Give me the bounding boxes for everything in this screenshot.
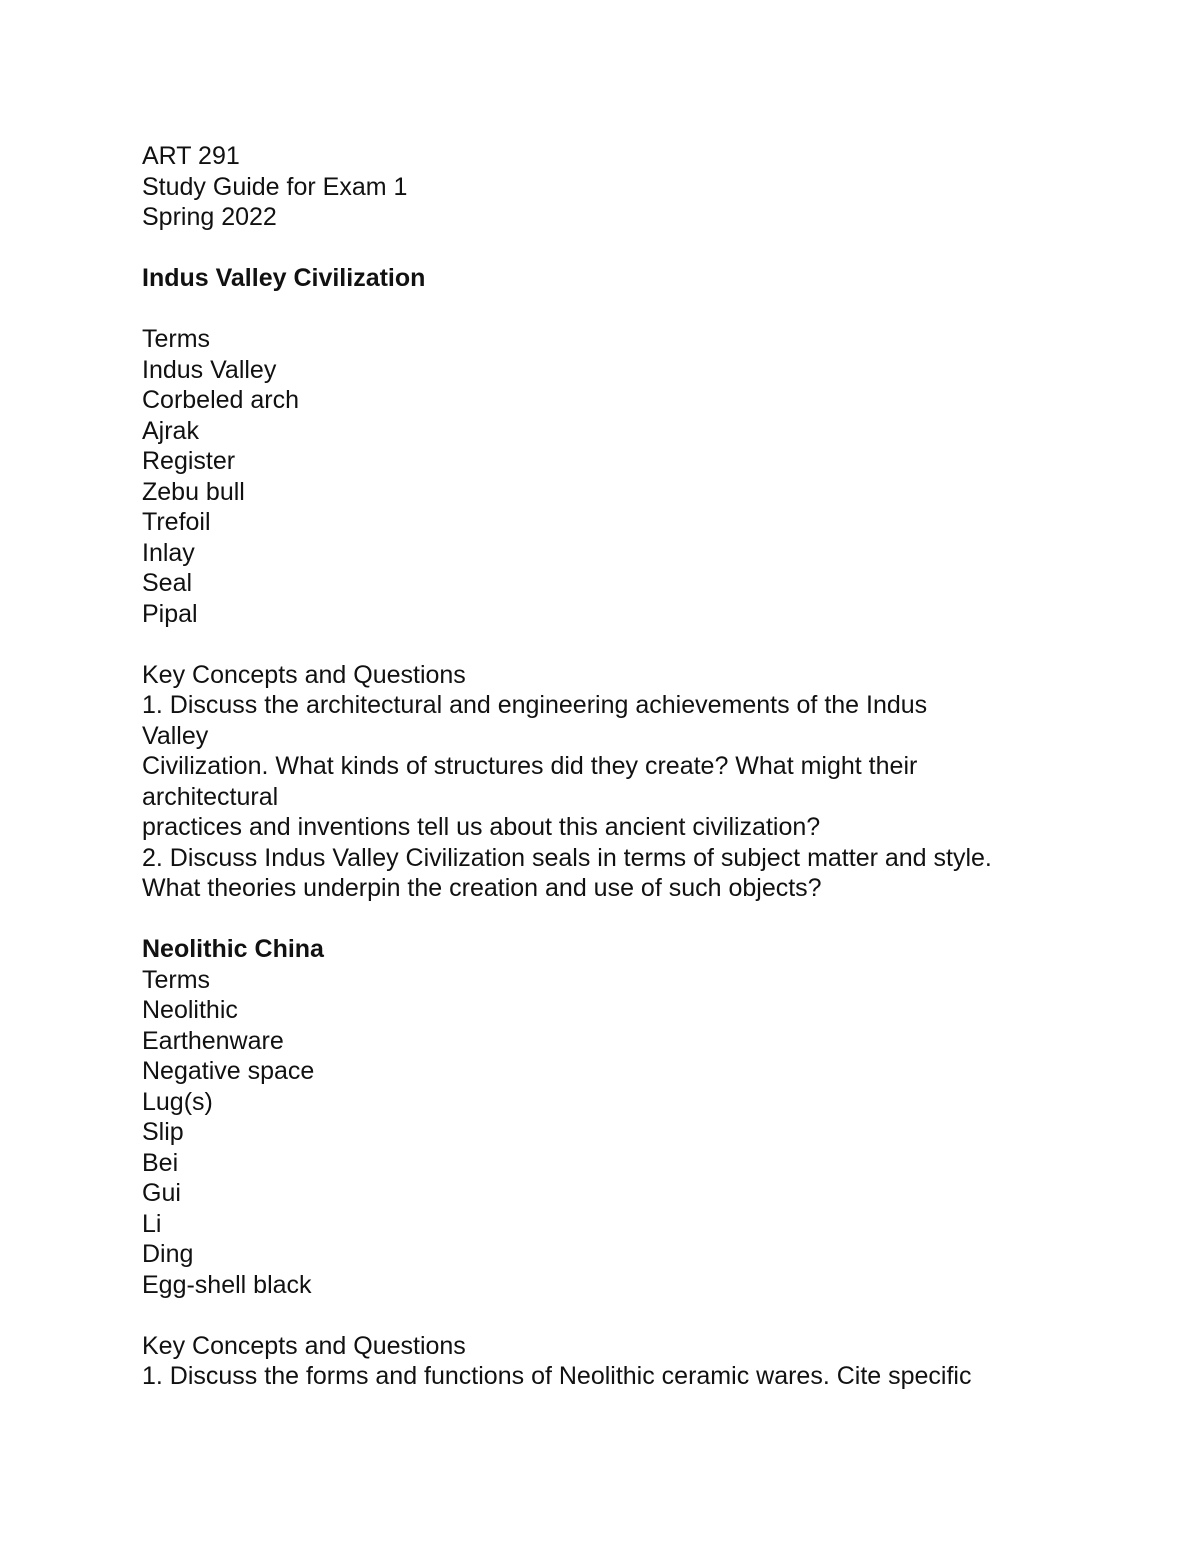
- spacer: [142, 233, 1082, 264]
- question-line: 1. Discuss the forms and functions of Neolithic ceramic wares. Cite specific: [142, 1362, 972, 1390]
- spacer: [142, 629, 1082, 660]
- term-item: Ajrak: [142, 416, 199, 445]
- term-item: Inlay: [142, 538, 195, 567]
- section-heading: Neolithic China: [142, 935, 324, 963]
- questions-block: [142, 690, 1082, 904]
- term-item: Li: [142, 1209, 162, 1238]
- term-item: Bei: [142, 1148, 179, 1177]
- term-item: Egg-shell black: [142, 1270, 312, 1299]
- section-indus-valley: [142, 263, 1082, 904]
- question-line: practices and inventions tell us about this ancient civilization?: [142, 813, 821, 841]
- term-item: Indus Valley: [142, 355, 277, 384]
- spacer: [142, 904, 1082, 935]
- course-code: ART 291: [142, 142, 240, 170]
- questions-label: Key Concepts and Questions: [142, 1331, 466, 1360]
- questions-label: Key Concepts and Questions: [142, 660, 466, 689]
- term-item: Corbeled arch: [142, 386, 300, 414]
- term-label: Spring 2022: [142, 203, 277, 231]
- terms-list: [142, 355, 1082, 630]
- question-line: architectural: [142, 782, 279, 811]
- term-item: Gui: [142, 1179, 181, 1207]
- spacer: [142, 294, 1082, 325]
- term-item: Lug(s): [142, 1087, 213, 1116]
- terms-label: Terms: [142, 965, 211, 994]
- section-heading: Indus Valley Civilization: [142, 264, 426, 292]
- terms-label: Terms: [142, 325, 211, 353]
- question-line: 2. Discuss Indus Valley Civilization seals in terms of subject matter and style.: [142, 843, 992, 872]
- document-header: [142, 141, 1082, 233]
- questions-block: [142, 1361, 1082, 1392]
- term-item: Zebu bull: [142, 477, 245, 506]
- spacer: [142, 1300, 1082, 1331]
- term-item: Slip: [142, 1118, 184, 1146]
- term-item: Neolithic: [142, 996, 238, 1024]
- question-line: 1. Discuss the architectural and engineering achievements of the Indus: [142, 691, 928, 719]
- section-neolithic-china: [142, 934, 1082, 1392]
- term-item: Register: [142, 447, 236, 475]
- question-line: Valley: [142, 721, 209, 750]
- document-body: [142, 141, 1082, 1392]
- terms-list: [142, 995, 1082, 1300]
- term-item: Earthenware: [142, 1026, 284, 1055]
- term-item: Seal: [142, 569, 193, 597]
- term-item: Ding: [142, 1240, 194, 1268]
- question-line: Civilization. What kinds of structures did they create? What might their: [142, 752, 918, 780]
- question-line: What theories underpin the creation and use of such objects?: [142, 874, 822, 902]
- term-item: Trefoil: [142, 508, 211, 536]
- term-item: Pipal: [142, 599, 198, 628]
- term-item: Negative space: [142, 1057, 315, 1085]
- document-title: Study Guide for Exam 1: [142, 172, 408, 201]
